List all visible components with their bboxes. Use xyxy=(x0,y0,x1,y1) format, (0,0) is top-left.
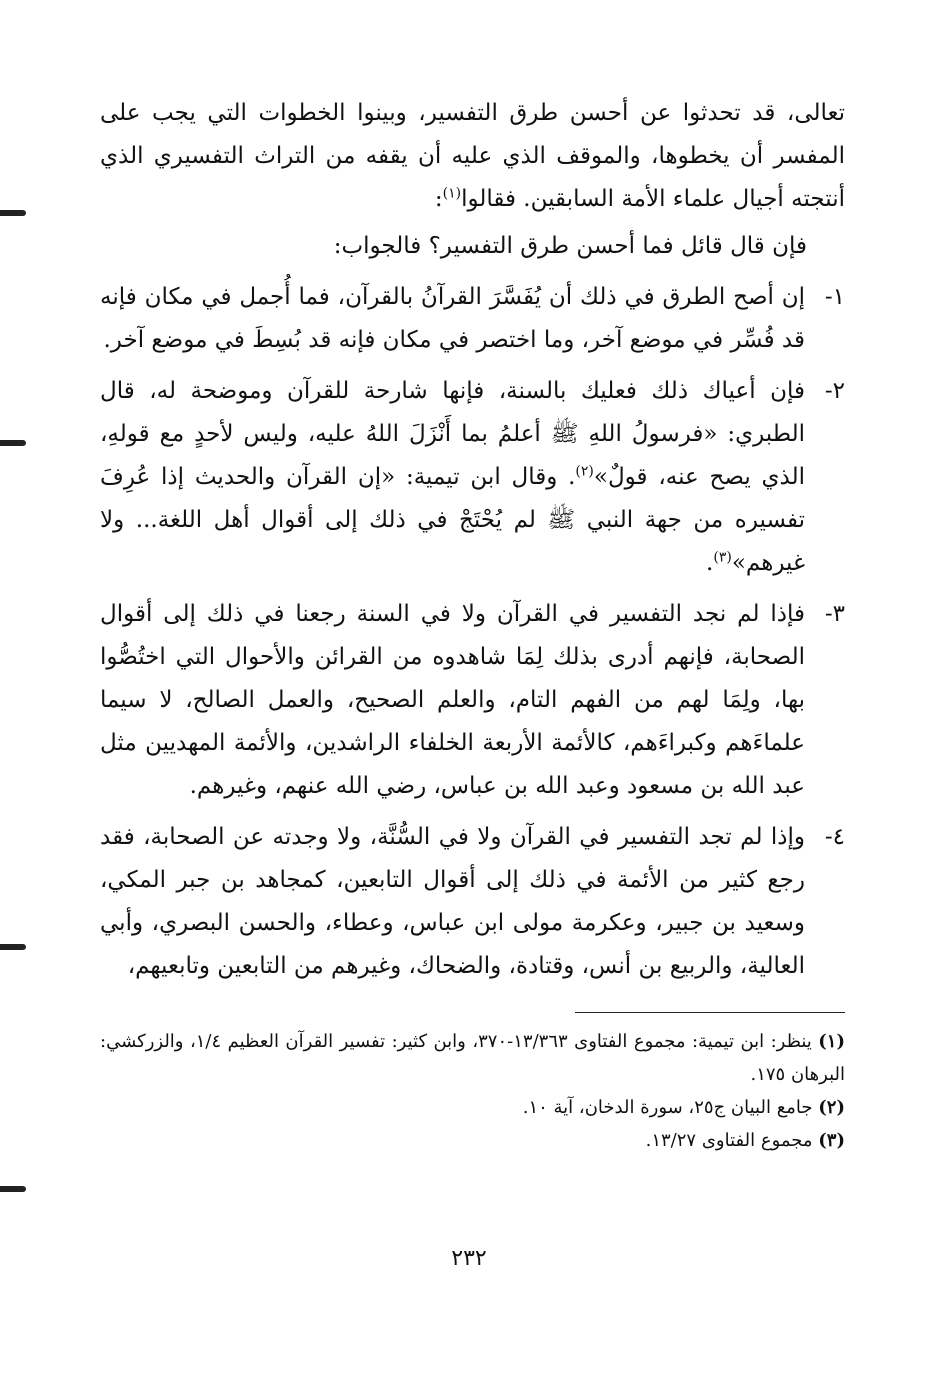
list-item-1 xyxy=(100,276,845,362)
footnote-ref-1[interactable]: (١) xyxy=(442,185,462,202)
item-text: إن أصح الطرق في ذلك أن يُفَسَّرَ القرآنُ بالقرآن، فما أُجمل في مكان فإنه قد فُسِّر في موضع آخر، وما اختصر في مكان فإنه قد بُسِطَ في موضع آخر. xyxy=(100,284,805,353)
intro-paragraph: تعالى، قد تحدثوا عن أحسن طرق التفسير، وبينوا الخطوات التي يجب على المفسر أن يخطوها، والموقف الذي عليه أن يقفه من التراث التفسيري الذي أنتجته أجيال علماء الأمة السابقين. فقالوا$^{(١)}$: xyxy=(100,100,845,212)
item-text: وإذا لم تجد التفسير في القرآن ولا في السُّنَّة، ولا وجدته عن الصحابة، فقد رجع كثير من الأئمة في ذلك إلى أقوال التابعين، كمجاهد بن جبر المكي، وسعيد بن جبير، وعكرمة مولى ابن عباس، وعطاء، والحسن البصري، وأبي العالية، والربيع بن أنس، وقتادة، والضحاك، وغيرهم من التابعين وتابعيهم، xyxy=(100,824,805,979)
footnote-1: (١) ينظر: ابن تيمية: مجموع الفتاوى ١٣/٣٦٣-٣٧٠، وابن كثير: تفسير القرآن العظيم ١/٤، والزركشي: البرهان ١٧٥. xyxy=(100,1031,845,1085)
footnote-divider xyxy=(575,1012,845,1013)
list-item-4 xyxy=(100,816,845,988)
item-text: فإذا لم نجد التفسير في القرآن ولا في السنة رجعنا في ذلك إلى أقوال الصحابة، فإنهم أدرى بذلك لِمَا شاهدوه من القرائن والأحوال التي اختُصُّوا بها، ولِمَا لهم من الفهم التام، والعلم الصحيح، والعمل الصالح، لا سيما علماءَهم وكبراءَهم، كالأئمة الأربعة الخلفاء الراشدين، والأئمة المهديين مثل عبد الله بن مسعود وعبد الله بن عباس، رضي الله عنهم، وغيرهم. xyxy=(100,601,805,799)
scan-edge-mark xyxy=(0,1186,26,1192)
page-content xyxy=(100,92,845,1157)
footnote-2: (٢) جامع البيان ج٢٥، سورة الدخان، آية ١٠. xyxy=(522,1097,845,1118)
item-number: ٣- xyxy=(824,601,845,627)
footnote-ref-2[interactable]: (٢) xyxy=(575,463,594,480)
item-text: فإن أعياك ذلك فعليك بالسنة، فإنها شارحة للقرآن وموضحة له، قال الطبري: «فرسولُ اللهِ ﷺ أعلمُ بما أَنْزَلَ اللهُ عليه، وليس لأحدٍ مع قولهِ، الذي يصح عنه، قولٌ»$^{(٢)}$. وقال ابن تيمية: «إن القرآن والحديث إذا عُرِفَ تفسيره من جهة النبي ﷺ لم يُحْتَجْ في ذلك إلى أقوال أهل اللغة... ولا غيرهم»$^{(٣)}$. xyxy=(100,378,805,576)
scan-edge-mark xyxy=(0,210,26,216)
page-number: ٢٣٢ xyxy=(451,1246,487,1271)
item-number: ٤- xyxy=(824,824,845,850)
scan-edge-mark xyxy=(0,440,26,446)
item-number: ٢- xyxy=(824,378,845,404)
list-item-2 xyxy=(100,370,845,585)
footnote-ref-3[interactable]: (٣) xyxy=(713,549,732,566)
footnote-3: (٣) مجموع الفتاوى ١٣/٢٧. xyxy=(645,1130,845,1151)
question-paragraph: فإن قال قائل فما أحسن طرق التفسير؟ فالجواب: xyxy=(333,233,807,259)
item-number: ١- xyxy=(824,284,845,310)
list-item-3 xyxy=(100,593,845,808)
scan-edge-mark xyxy=(0,944,26,950)
